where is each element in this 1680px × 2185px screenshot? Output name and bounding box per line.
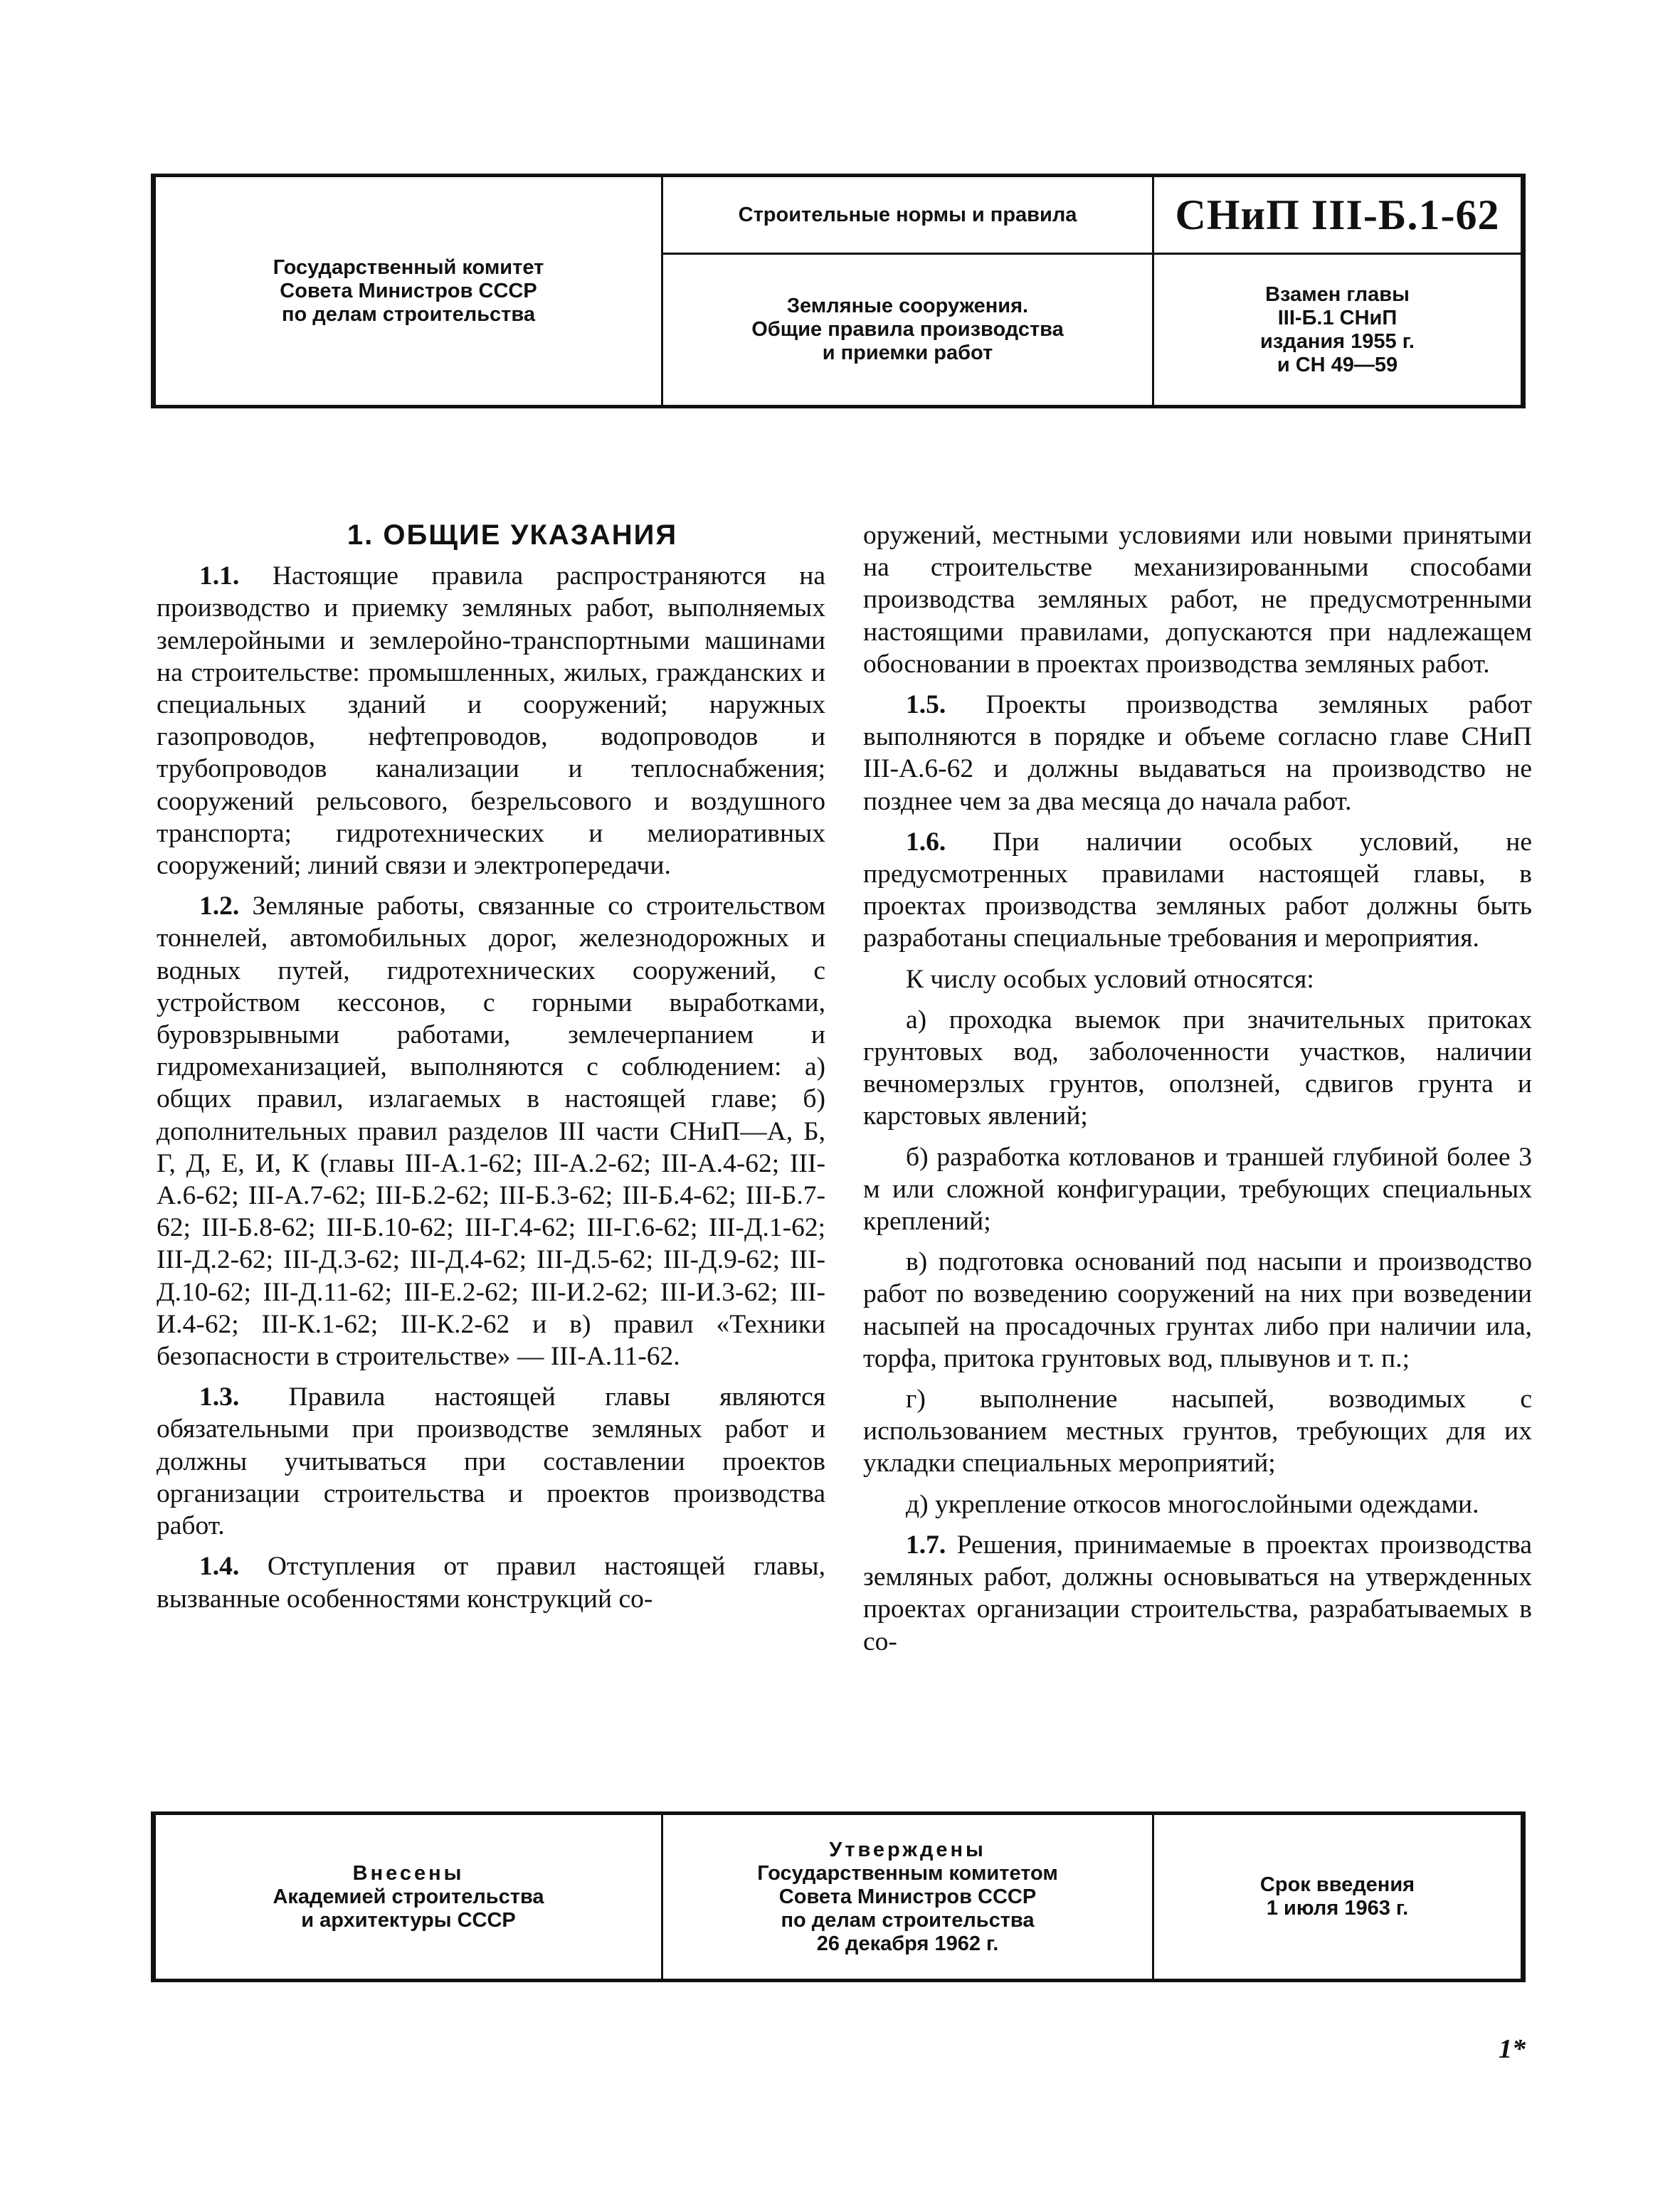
paragraph-number: 1.4. — [199, 1552, 240, 1582]
condition-v — [863, 1246, 1532, 1375]
paragraph-text: При наличии особых условий, не предусмотренных правилами настоящей главы, в проектах производства земляных работ должны быть разработаны специальные требования и мероприятия. — [863, 827, 1532, 953]
paragraph-text: Проекты производства земляных работ выполняются в порядке и объеме согласно главе СНиП III-А.6-62 и должны выдаваться на производство не позднее чем за два месяца до начала работ. — [863, 690, 1532, 816]
paragraph-text: Отступления от правил настоящей главы, вызванные особенностями конструкций со- — [157, 1552, 825, 1614]
paragraph-1-4 — [157, 1550, 825, 1614]
paragraph-1-1 — [157, 560, 825, 882]
document-code: СНиП III-Б.1-62 — [1175, 191, 1500, 238]
introduced-label: Внесены — [352, 1861, 465, 1885]
paragraph-text: Правила настоящей главы являются обязательными при производстве земляных работ и должны учитываться при составлении проектов организации строительства и проектов производства работ. — [157, 1382, 825, 1541]
paragraph-number: 1.7. — [906, 1530, 946, 1560]
paragraph-text: Земляные работы, связанные со строительством тоннелей, автомобильных дорог, железнодорожных и водных путей, гидротехнических сооружений, с устройством кессонов, с горными выработками, буровзрывными работами, землечерпанием и гидромеханизацией, выполняются с соблюдением: а) общих правил, излагаемых в настоящей главе; б) дополнительных правил разделов III части СНиП—А, Б, Г, Д, Е, И, К (главы III-А.1-62; III-А.2-62; III-А.4-62; III-А.6-62; III-А.7-62; III-Б.2-62; III-Б.3-62; III-Б.4-62; III-Б.7-62; III-Б.8-62; III-Б.10-62; III-Г.4-62; III-Г.6-62; III-Д.1-62; III-Д.2-62; III-Д.3-62; III-Д.4-62; III-Д.5-62; III-Д.9-62; III-Д.10-62; III-Д.11-62; III-Е.2-62; III-И.2-62; III-И.3-62; III-И.4-62; III-К.1-62; III-К.2-62 и в) правил «Техники безопасности в строительстве» — III-А.11-62. — [157, 892, 825, 1372]
issuing-committee: Государственный комитет Совета Министров СССР по делам строительства — [273, 255, 544, 326]
paragraph-text: в) подготовка оснований под насыпи и производство работ по возведению сооружений на них при возведении насыпей на просадочных грунтах либо при наличии ила, торфа, притока грунтовых вод, плывунов и т. п.; — [863, 1247, 1532, 1373]
section-title: 1. ОБЩИЕ УКАЗАНИЯ — [347, 519, 678, 551]
introduced-by: Академией строительства и архитектуры СССР — [273, 1885, 544, 1932]
header-table — [151, 174, 1526, 408]
effective-date: Срок введения 1 июля 1963 г. — [1259, 1873, 1415, 1920]
paragraph-text: д) укрепление откосов многослойными одеждами. — [906, 1489, 1479, 1519]
introduced-cell — [156, 1815, 661, 1979]
paragraph-number: 1.6. — [906, 827, 946, 857]
paragraph-text: б) разработка котлованов и траншей глубиной более 3 м или сложной конфигурации, требующих специальных креплений; — [863, 1142, 1532, 1237]
paragraph-1-6 — [863, 826, 1532, 955]
paragraph-text: К числу особых условий относятся: — [906, 964, 1314, 994]
paragraph-1-4-continued: оружений, местными условиями или новыми принятыми на строительстве механизированными способами производства земляных работ, не предусмотренными настоящими правилами, допускаются при надлежащем обосновании в проектах производства земляных работ. — [863, 521, 1532, 679]
approved-cell — [663, 1815, 1152, 1979]
footer-table — [151, 1811, 1526, 1982]
paragraph-number: 1.3. — [199, 1382, 240, 1412]
paragraph-1-5 — [863, 689, 1532, 818]
paragraph-text: а) проходка выемок при значительных притоках грунтовых вод, заболоченности участков, наличии вечномерзлых грунтов, оползней, сдвигов грунта и карстовых явлений; — [863, 1005, 1532, 1131]
text-column-right — [863, 519, 1532, 1666]
paragraph-1-2 — [157, 890, 825, 1372]
paragraph-1-7 — [863, 1529, 1532, 1658]
condition-b — [863, 1141, 1532, 1238]
paragraph-number: 1.1. — [199, 561, 240, 591]
condition-a — [863, 1004, 1532, 1133]
approved-by: Государственным комитетом Совета Министров СССР по делам строительства 26 декабря 1962 г. — [757, 1861, 1058, 1955]
condition-d — [863, 1488, 1532, 1520]
paragraph-text: г) выполнение насыпей, возводимых с использованием местных грунтов, требующих для их укладки специальных мероприятий; — [863, 1385, 1532, 1478]
paragraph-number: 1.2. — [199, 892, 240, 921]
document-subject: Земляные сооружения. Общие правила производства и приемки работ — [751, 295, 1064, 364]
paragraph-number: 1.5. — [906, 690, 946, 720]
series-title: Строительные нормы и правила — [738, 203, 1077, 226]
approved-label: Утверждены — [829, 1838, 986, 1861]
condition-g — [863, 1383, 1532, 1480]
text-column-left — [157, 519, 825, 1624]
page-number: 1* — [1499, 2034, 1526, 2064]
replaces-note: Взамен главы III-Б.1 СНиП издания 1955 г. и СН 49—59 — [1260, 282, 1415, 376]
paragraph-text: Решения, принимаемые в проектах производства земляных работ, должны основываться на утвержденных проектах организации строительства, разрабатываемых в со- — [863, 1530, 1532, 1656]
special-conditions-intro — [863, 963, 1532, 995]
paragraph-1-3 — [157, 1381, 825, 1542]
paragraph-text: Настоящие правила распространяются на производство и приемку земляных работ, выполняемых землеройными и землеройно-транспортными машинами на строительстве: промышленных, жилых, гражданских и специальных зданий и сооружений; наружных газопроводов, нефтепроводов, водопроводов и трубопроводов канализации и теплоснабжения; сооружений рельсового, безрельсового и воздушного транспорта; гидротехнических и мелиоративных сооружений; линий связи и электропередачи. — [157, 561, 825, 881]
